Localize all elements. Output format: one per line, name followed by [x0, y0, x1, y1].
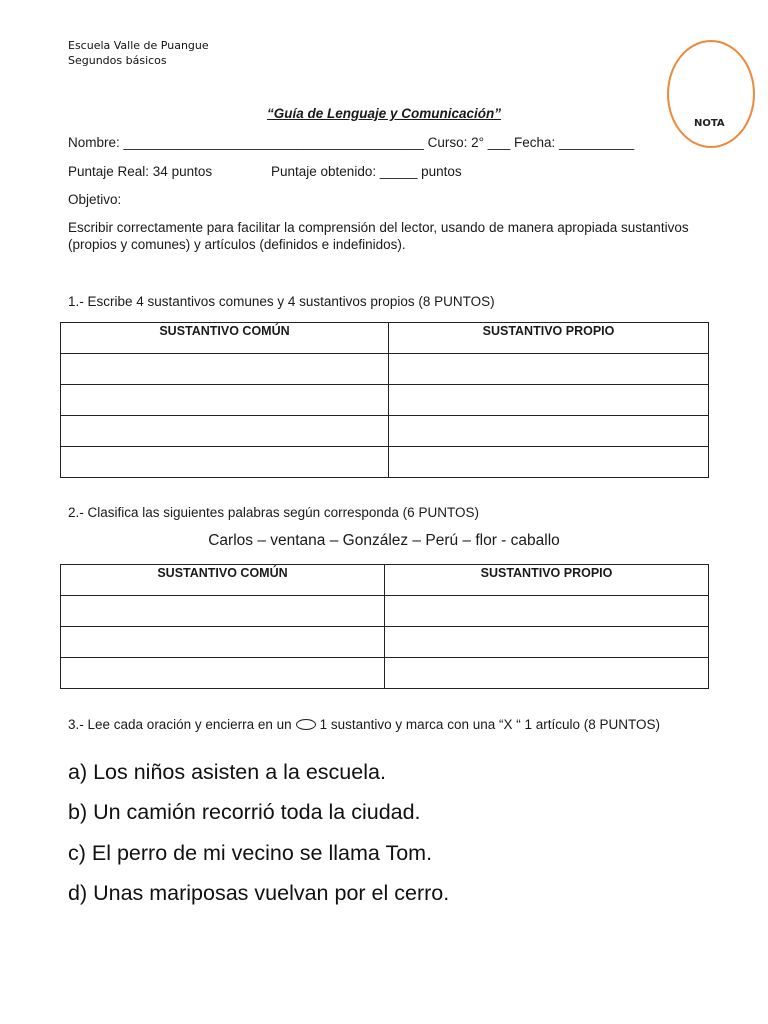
question-3-prompt-start: 3.- Lee cada oración y encierra en un	[68, 717, 292, 732]
score-obtained: Puntaje obtenido: _____ puntos	[271, 164, 462, 179]
grade-circle	[667, 40, 755, 148]
table-header-row	[61, 323, 709, 354]
score-total: Puntaje Real: 34 puntos	[68, 164, 213, 179]
answer-cell[interactable]	[61, 447, 389, 478]
answer-cell[interactable]	[385, 627, 709, 658]
question-1-prompt: 1.- Escribe 4 sustantivos comunes y 4 sustantivos propios (8 PUNTOS)	[68, 294, 495, 309]
sentence-a[interactable]: a) Los niños asisten a la escuela.	[68, 760, 386, 784]
nota-label: NOTA	[694, 118, 725, 129]
question-2-table	[60, 564, 709, 689]
answer-cell[interactable]	[61, 416, 389, 447]
table-header-row	[61, 565, 709, 596]
sentence-d[interactable]: d) Unas mariposas vuelvan por el cerro.	[68, 881, 450, 905]
school-header	[68, 38, 209, 68]
score-line	[68, 164, 462, 179]
question-3-prompt-end: 1 sustantivo y marca con una “X “ 1 artículo (8 PUNTOS)	[319, 717, 661, 732]
table-row	[61, 627, 709, 658]
table-row	[61, 354, 709, 385]
question-3-prompt	[68, 716, 708, 733]
sentence-b[interactable]: b) Un camión recorrió toda la ciudad.	[68, 800, 421, 824]
table-row	[61, 385, 709, 416]
answer-cell[interactable]	[61, 596, 385, 627]
objective-text: Escribir correctamente para facilitar la comprensión del lector, usando de manera apropiada sustantivos (propios y comunes) y artículos (definidos e indefinidos).	[68, 220, 689, 252]
column-header-proper: SUSTANTIVO PROPIO	[389, 323, 709, 354]
worksheet-title: “Guía de Lenguaje y Comunicación”	[266, 106, 502, 121]
answer-cell[interactable]	[61, 385, 389, 416]
table-row	[61, 447, 709, 478]
answer-cell[interactable]	[61, 354, 389, 385]
school-name: Escuela Valle de Puangue	[68, 39, 209, 52]
oval-icon	[296, 719, 316, 730]
answer-cell[interactable]	[61, 627, 385, 658]
question-2-prompt: 2.- Clasifica las siguientes palabras según corresponda (6 PUNTOS)	[68, 505, 479, 520]
answer-cell[interactable]	[385, 596, 709, 627]
word-list: Carlos – ventana – González – Perú – flor - caballo	[208, 532, 560, 549]
table-row	[61, 416, 709, 447]
answer-cell[interactable]	[385, 658, 709, 689]
question-1-table	[60, 322, 709, 478]
answer-cell[interactable]	[389, 447, 709, 478]
sentence-c[interactable]: c) El perro de mi vecino se llama Tom.	[68, 841, 433, 865]
objective-label: Objetivo:	[68, 192, 122, 207]
answer-cell[interactable]	[61, 658, 385, 689]
answer-cell[interactable]	[389, 416, 709, 447]
table-row	[61, 658, 709, 689]
column-header-proper: SUSTANTIVO PROPIO	[385, 565, 709, 596]
answer-cell[interactable]	[389, 354, 709, 385]
column-header-common: SUSTANTIVO COMÚN	[61, 323, 389, 354]
column-header-common: SUSTANTIVO COMÚN	[61, 565, 385, 596]
grade-level: Segundos básicos	[68, 54, 167, 67]
name-course-date-line: Nombre: ________________________________________ Curso: 2° ___ Fecha: __________	[68, 135, 635, 150]
table-row	[61, 596, 709, 627]
answer-cell[interactable]	[389, 385, 709, 416]
